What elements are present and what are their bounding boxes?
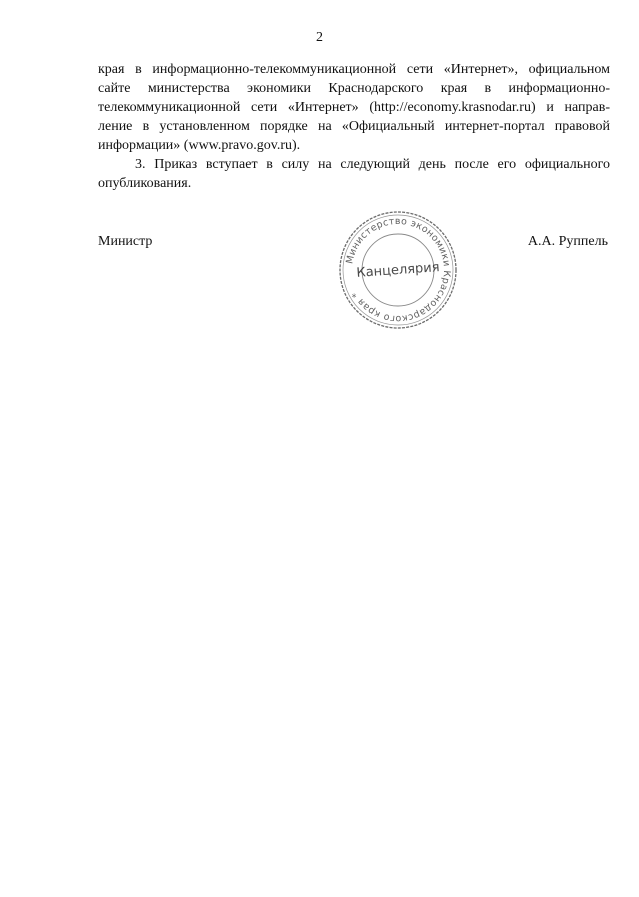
paragraph-publication: [98, 60, 610, 155]
stamp-ring-text: Министерство экономики Краснодарского края *: [344, 215, 453, 325]
paragraph-effective-date: [98, 155, 610, 193]
signatory-position: Министр: [98, 234, 153, 249]
text-line: 3. Приказ вступает в силу на следующий день после его официального: [135, 157, 610, 172]
page-number: 2: [316, 30, 323, 45]
text-line: телекоммуникационной сети «Интернет» (http://economy.krasnodar.ru) и направ-: [98, 100, 610, 115]
official-stamp: [336, 208, 460, 332]
stamp-center-text: Канцелярия: [356, 260, 441, 281]
text-line: ление в установленном порядке на «Официальный интернет-портал правовой: [98, 119, 610, 134]
text-line: опубликования.: [98, 176, 192, 191]
text-line: информации» (www.pravo.gov.ru).: [98, 138, 301, 153]
text-line: сайте министерства экономики Краснодарского края в информационно-: [98, 81, 610, 96]
text-line: края в информационно-телекоммуникационной сети «Интернет», официальном: [98, 62, 610, 77]
stamp-seal-icon: [336, 208, 460, 332]
document-body: [98, 60, 610, 193]
signatory-name: А.А. Руппель: [527, 234, 608, 249]
